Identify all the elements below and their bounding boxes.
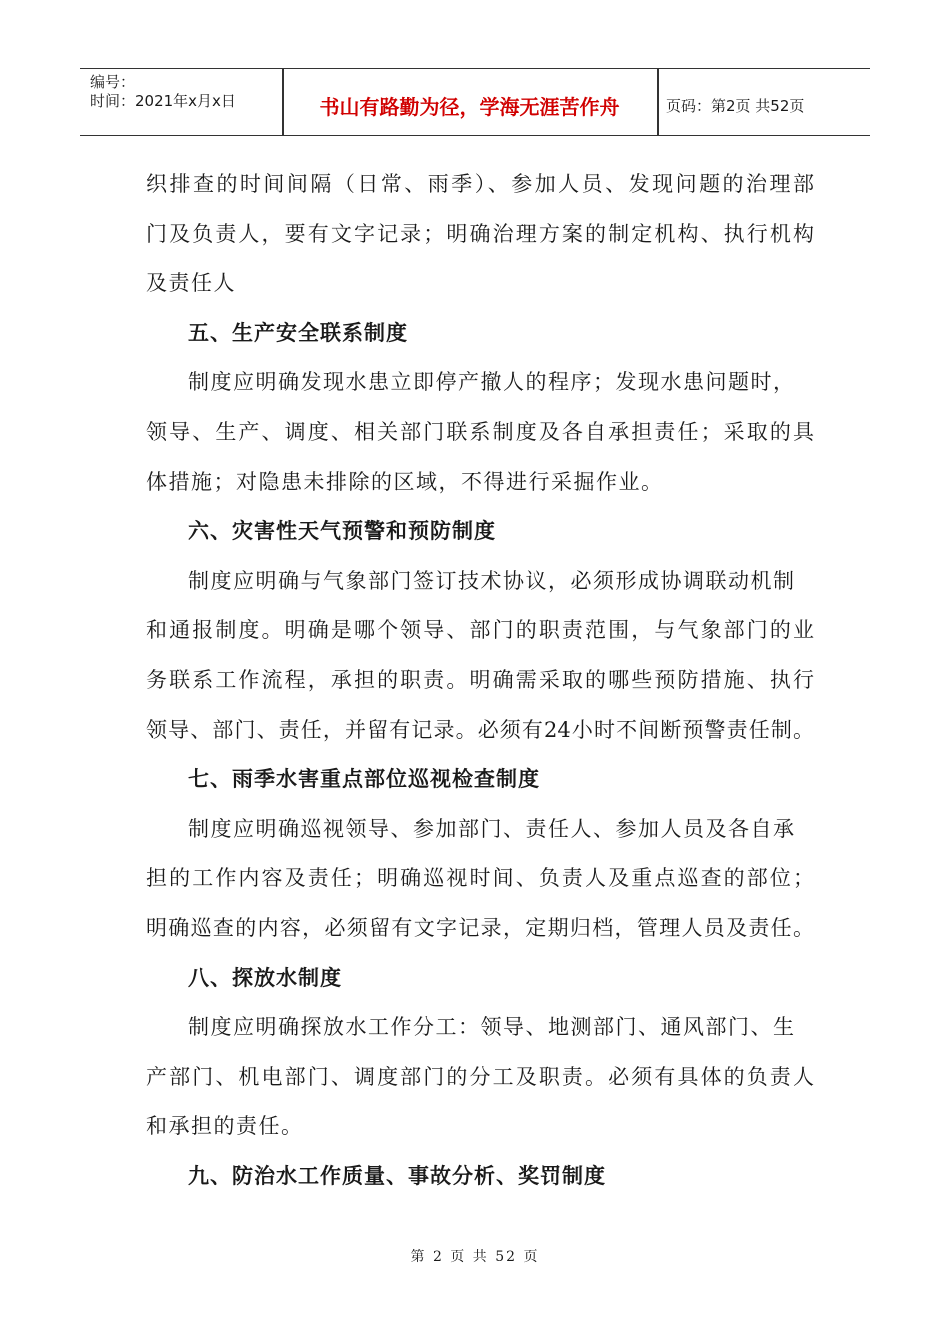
paragraph-line: 务联系工作流程，承担的职责。明确需采取的哪些预防措施、执行 xyxy=(146,667,814,692)
page-header xyxy=(80,68,870,136)
header-meta xyxy=(80,69,282,135)
paragraph-line: 产部门、机电部门、调度部门的分工及职责。必须有具体的负责人 xyxy=(146,1064,814,1089)
paragraph-line: 和承担的责任。 xyxy=(146,1114,304,1139)
page-footer: 第 2 页 共 52 页 xyxy=(410,1249,540,1265)
paragraph-line: 制度应明确巡视领导、参加部门、责任人、参加人员及各自承 xyxy=(188,816,796,841)
header-page-info: 页码：第2页 共52页 xyxy=(666,96,805,115)
paragraph-line: 明确巡查的内容，必须留有文字记录，定期归档，管理人员及责任。 xyxy=(146,915,814,940)
section-heading: 七、雨季水害重点部位巡视检查制度 xyxy=(188,767,540,792)
section-heading: 六、灾害性天气预警和预防制度 xyxy=(188,519,496,544)
section-heading: 五、生产安全联系制度 xyxy=(188,320,408,345)
paragraph-line: 领导、部门、责任，并留有记录。必须有24小时不间断预警责任制。 xyxy=(146,717,814,742)
paragraph-line: 织排查的时间间隔（日常、雨季）、参加人员、发现问题的治理部 xyxy=(146,172,814,196)
paragraph-line: 及责任人 xyxy=(146,271,236,296)
paragraph-line: 门及负责人，要有文字记录；明确治理方案的制定机构、执行机构 xyxy=(146,221,814,246)
paragraph-line: 制度应明确发现水患立即停产撤人的程序；发现水患问题时， xyxy=(188,370,796,395)
document-body xyxy=(146,160,814,1201)
paragraph-line: 体措施；对隐患未排除的区域，不得进行采掘作业。 xyxy=(146,469,664,494)
document-number-label: 编号： xyxy=(90,73,136,91)
paragraph-line: 和通报制度。明确是哪个领导、部门的职责范围，与气象部门的业 xyxy=(146,618,814,643)
paragraph-line: 领导、生产、调度、相关部门联系制度及各自承担责任；采取的具 xyxy=(146,419,814,444)
document-date: 时间：2021年x月x日 xyxy=(90,92,236,110)
section-heading: 八、探放水制度 xyxy=(188,965,342,990)
header-motto: 书山有路勤为径，学海无涯苦作舟 xyxy=(319,94,620,119)
paragraph-line: 制度应明确与气象部门签订技术协议，必须形成协调联动机制 xyxy=(188,568,796,593)
section-heading: 九、防治水工作质量、事故分析、奖罚制度 xyxy=(188,1163,606,1188)
paragraph-line: 制度应明确探放水工作分工：领导、地测部门、通风部门、生 xyxy=(188,1015,796,1040)
paragraph-line: 担的工作内容及责任；明确巡视时间、负责人及重点巡查的部位； xyxy=(146,866,814,891)
